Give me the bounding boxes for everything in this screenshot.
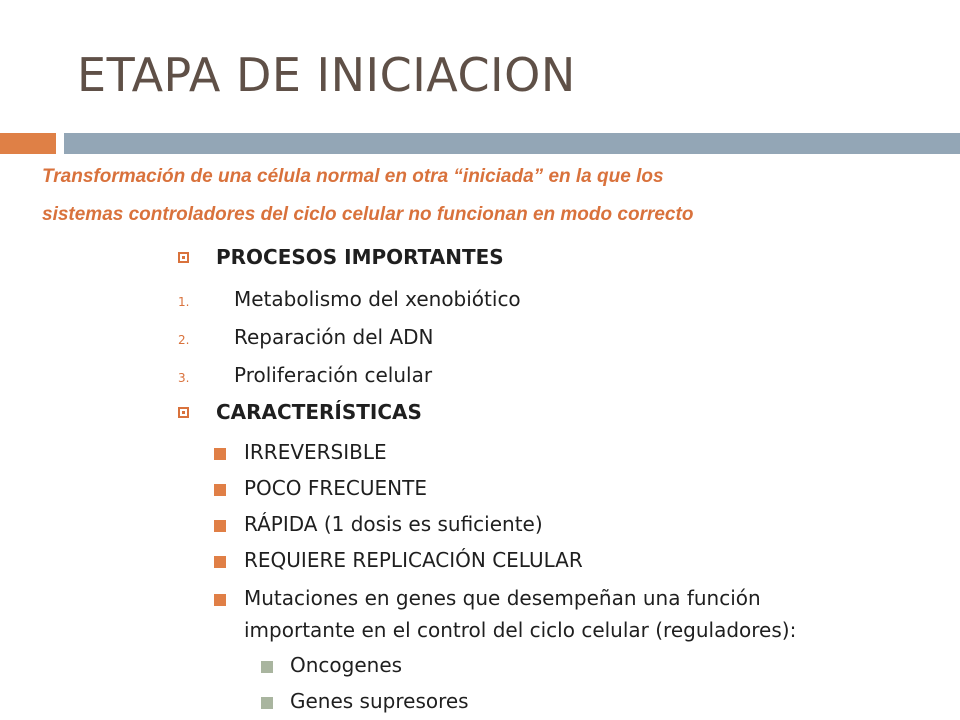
subtitle <box>42 158 942 234</box>
list-item-number: 2. <box>178 333 190 347</box>
subtitle-line-2: sistemas controladores del ciclo celular no funcionan en modo correcto <box>42 204 694 225</box>
square-sub-bullet-icon <box>261 697 273 709</box>
list-item: Proliferación celular <box>234 363 433 387</box>
subtitle-line-1: Transformación de una célula normal en otra “iniciada” en la que los <box>42 166 664 187</box>
square-bullet-icon <box>214 556 226 568</box>
list-item-number: 1. <box>178 295 190 309</box>
square-bullet-icon <box>214 520 226 532</box>
square-bullet-icon <box>214 448 226 460</box>
list-item: IRREVERSIBLE <box>244 440 387 464</box>
list-item: REQUIERE REPLICACIÓN CELULAR <box>244 548 583 572</box>
sub-list-item: Genes supresores <box>290 689 469 713</box>
square-bullet-icon <box>214 484 226 496</box>
slide-title: ETAPA DE INICIACION <box>77 48 576 102</box>
list-item-continuation: importante en el control del ciclo celular (reguladores): <box>244 618 797 642</box>
characteristics-heading: CARACTERÍSTICAS <box>216 400 422 424</box>
title-accent-bar-orange <box>0 133 56 154</box>
processes-heading: PROCESOS IMPORTANTES <box>216 245 504 269</box>
list-item: RÁPIDA (1 dosis es suficiente) <box>244 512 543 536</box>
heading-bullet-icon <box>178 252 189 263</box>
square-bullet-icon <box>214 594 226 606</box>
list-item: Reparación del ADN <box>234 325 434 349</box>
title-accent-bar-blue <box>64 133 960 154</box>
list-item: Mutaciones en genes que desempeñan una función <box>244 586 761 610</box>
list-item: Metabolismo del xenobiótico <box>234 287 521 311</box>
list-item-number: 3. <box>178 371 190 385</box>
heading-bullet-icon <box>178 407 189 418</box>
sub-list-item: Oncogenes <box>290 653 403 677</box>
square-sub-bullet-icon <box>261 661 273 673</box>
list-item: POCO FRECUENTE <box>244 476 427 500</box>
